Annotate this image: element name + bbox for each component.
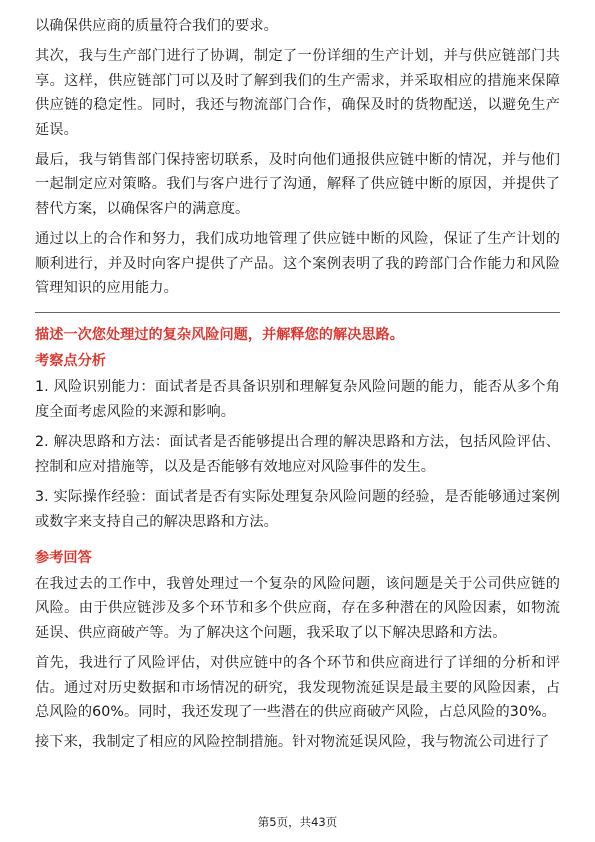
section-divider <box>35 312 560 313</box>
answer-paragraph: 接下来，我制定了相应的风险控制措施。针对物流延误风险，我与物流公司进行了 <box>35 734 550 751</box>
analysis-item: 1. 风险识别能力：面试者是否具备识别和理解复杂风险问题的能力，能否从多个角度全面考虑风险的来源和影响。 <box>35 379 560 420</box>
document-page <box>35 14 560 761</box>
body-paragraph: 最后，我与销售部门保持密切联系，及时向他们通报供应链中断的情况，并与他们一起制定应对策略。我们与客户进行了沟通，解释了供应链中断的原因，并提供了替代方案，以确保客户的满意度。 <box>35 152 560 217</box>
body-paragraph: 以确保供应商的质量符合我们的要求。 <box>35 18 278 34</box>
analysis-item: 2. 解决思路和方法：面试者是否能够提出合理的解决思路和方法，包括风险评估、控制和应对措施等，以及是否能够有效地应对风险事件的发生。 <box>35 434 560 475</box>
body-paragraph: 其次，我与生产部门进行了协调，制定了一份详细的生产计划，并与供应链部门共享。这样，供应链部门可以及时了解到我们的生产需求，并采取相应的措施来保障供应链的稳定性。同时，我还与物流部门合作，确保及时的货物配送，以避免生产延误。 <box>35 48 560 138</box>
analysis-item: 3. 实际操作经验：面试者是否有实际处理复杂风险问题的经验，是否能够通过案例或数字来支持自己的解决思路和方法。 <box>35 489 560 530</box>
body-paragraph: 通过以上的合作和努力，我们成功地管理了供应链中断的风险，保证了生产计划的顺利进行，并及时向客户提供了产品。这个案例表明了我的跨部门合作能力和风险管理知识的应用能力。 <box>35 231 560 297</box>
answer-title: 参考回答 <box>35 549 92 566</box>
question-heading: 描述一次您处理过的复杂风险问题，并解释您的解决思路。 <box>35 327 404 344</box>
answer-paragraph: 在我过去的工作中，我曾处理过一个复杂的风险问题，该问题是关于公司供应链的风险。由于供应链涉及多个环节和多个供应商，存在多种潜在的风险因素，如物流延误、供应商破产等。为了解决这个问题，我采取了以下解决思路和方法。 <box>35 575 560 641</box>
page-number: 第5页，共43页 <box>257 815 338 829</box>
answer-paragraph: 首先，我进行了风险评估，对供应链中的各个环节和供应商进行了详细的分析和评估。通过对历史数据和市场情况的研究，我发现物流延误是最主要的风险因素，占总风险的60%。同时，我还发现了一些潜在的供应商破产风险，占总风险的30%。 <box>35 655 560 720</box>
analysis-title: 考察点分析 <box>35 353 106 370</box>
